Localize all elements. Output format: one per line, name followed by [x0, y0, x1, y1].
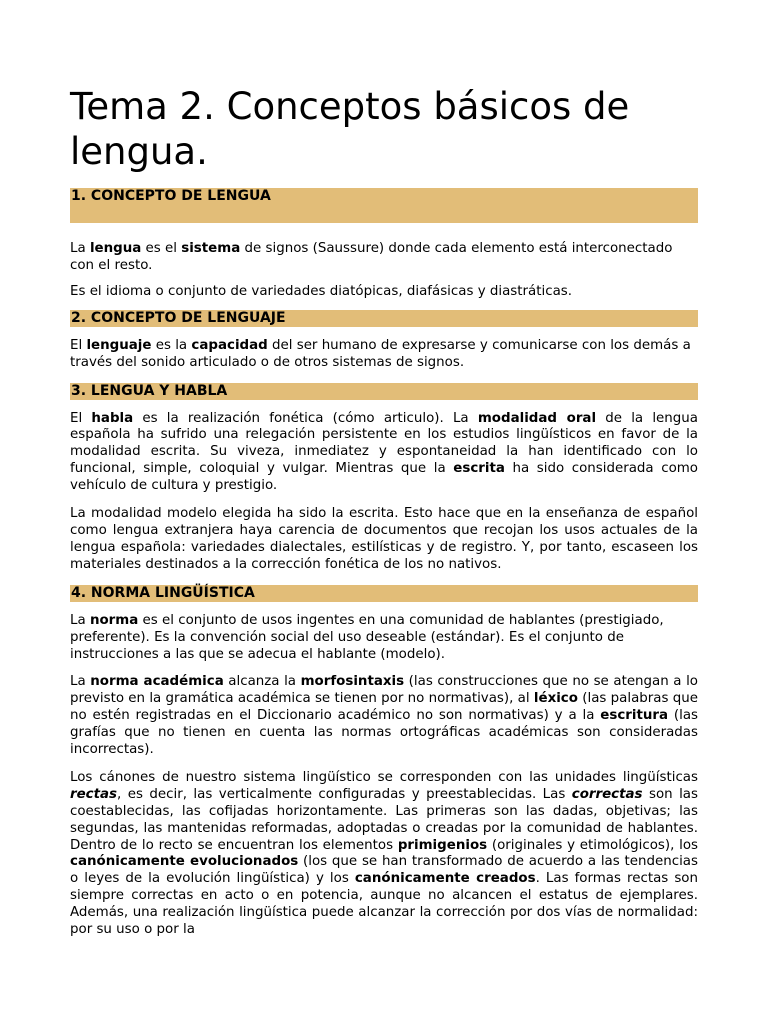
emphasis-text: primigenios	[397, 837, 488, 853]
text-run: son las coestablecidas, las cofijadas horizontamente. Las primeras son las dadas, objetivas; las segundas, las mantenidas reformadas, adoptadas o creadas por la comunidad de hablantes. Dentro de lo recto se encuentran los elementos	[70, 786, 698, 853]
text-run: (las palabras que no estén registradas en el Diccionario académico no son normativas) y a la	[70, 691, 698, 724]
text-run: La	[70, 241, 90, 256]
paragraph	[70, 674, 698, 759]
text-run: , es decir, las verticalmente configuradas y preestablecidas. Las	[117, 786, 572, 802]
emphasis-text: morfosintaxis	[300, 674, 405, 690]
text-run: Es el idioma o conjunto de variedades diatópicas, diafásicas y diastráticas.	[70, 283, 573, 299]
section-heading-lengua-y-habla: 3. LENGUA Y HABLA	[70, 383, 698, 400]
emphasis-text: norma	[89, 612, 139, 628]
emphasis-text: correctas	[571, 786, 643, 802]
emphasis-text: norma académica	[90, 674, 224, 690]
text-run: es el	[141, 241, 182, 256]
text-run: (las construcciones que no se atengan a lo previsto en la gramática académica se tienen por no normativas), al	[70, 674, 698, 707]
paragraph	[70, 613, 698, 664]
emphasis-text: canónicamente evolucionados	[70, 854, 299, 870]
text-run: de la lengua española ha sufrido una relegación persistente en los estudios lingüísticos en favor de la modalidad escrita. Su viveza, inmediatez y espontaneidad la han identificado con lo funcional, simple, coloquial y vulgar. Mientras que la	[70, 410, 698, 477]
paragraph	[70, 241, 698, 275]
text-run: El	[70, 337, 87, 353]
text-run: . Las formas rectas son siempre correctas en acto o en potencia, aunque no alcancen el estatus de ejemplares. Además, una realización lingüística puede alcanzar la corrección por dos vías de normalidad: por su uso o por la	[70, 871, 698, 938]
emphasis-text	[70, 787, 117, 802]
section-heading-concepto-de-lengua: 1. CONCEPTO DE LENGUA	[70, 188, 698, 223]
text-run: es la realización fonética (cómo articulo). La	[133, 410, 478, 426]
text-run: (originales y etimológicos), los	[487, 837, 699, 853]
text-run: (los que se han transformado de acuerdo a las tendencias o leyes de la evolución lingüística) y los	[70, 854, 698, 887]
emphasis-text: escritura	[600, 708, 669, 724]
text-run: El	[70, 410, 92, 426]
emphasis-text: léxico	[533, 691, 578, 707]
document-title: Tema 2. Conceptos básicos de lengua.	[70, 85, 630, 173]
text-run: La modalidad modelo elegida ha sido la escrita. Esto hace que en la enseñanza de español como lengua extranjera haya carencia de documentos que recojan los usos actuales de la lengua española: variedades dialectales, estilísticas y de registro. Y, por tanto, escaseen los materiales destinados a la corrección fonética de los no nativos.	[70, 506, 698, 572]
paragraph	[70, 284, 698, 301]
emphasis-text: escrita	[453, 461, 505, 477]
text-run: Los cánones de nuestro sistema lingüístico se corresponden con las unidades lingüísticas	[70, 769, 698, 785]
text-run: (las grafías que no tienen en cuenta las normas ortográficas académicas son consideradas incorrectas).	[70, 708, 698, 758]
text-run: La	[70, 674, 91, 690]
paragraph	[70, 770, 698, 939]
paragraph	[70, 411, 698, 496]
emphasis-text: lenguaje	[86, 337, 152, 353]
text-run: alcanza la	[223, 674, 301, 690]
text-run: ha sido considerada como vehículo de cultura y prestigio.	[70, 461, 699, 494]
emphasis-text	[572, 787, 643, 802]
text-run: del ser humano de expresarse y comunicarse con los demás a través del sonido articulado o de otros sistemas de signos.	[70, 337, 691, 370]
emphasis-text: canónicamente creados	[354, 871, 536, 887]
text-run: La	[70, 612, 90, 628]
emphasis-text: modalidad oral	[477, 410, 597, 426]
emphasis-text: sistema	[181, 241, 241, 256]
emphasis-text: capacidad	[191, 337, 268, 353]
section-heading-norma-linguistica: 4. NORMA LINGÜÍSTICA	[70, 585, 698, 602]
text-run: es el conjunto de usos ingentes en una comunidad de hablantes (prestigiado, preferente). Es la convención social del uso deseable (estándar). Es el conjunto de instrucciones a las que se adecua el hablante (modelo).	[70, 612, 664, 662]
emphasis-text: habla	[91, 410, 134, 426]
text-run: de signos (Saussure) donde cada elemento está interconectado con el resto.	[70, 241, 673, 273]
emphasis-text: lengua	[89, 241, 142, 256]
emphasis-text: rectas	[70, 786, 118, 802]
section-heading-concepto-de-lenguaje: 2. CONCEPTO DE LENGUAJE	[70, 310, 698, 327]
text-run: es la	[151, 337, 192, 353]
paragraph	[70, 338, 698, 372]
paragraph	[70, 506, 698, 574]
